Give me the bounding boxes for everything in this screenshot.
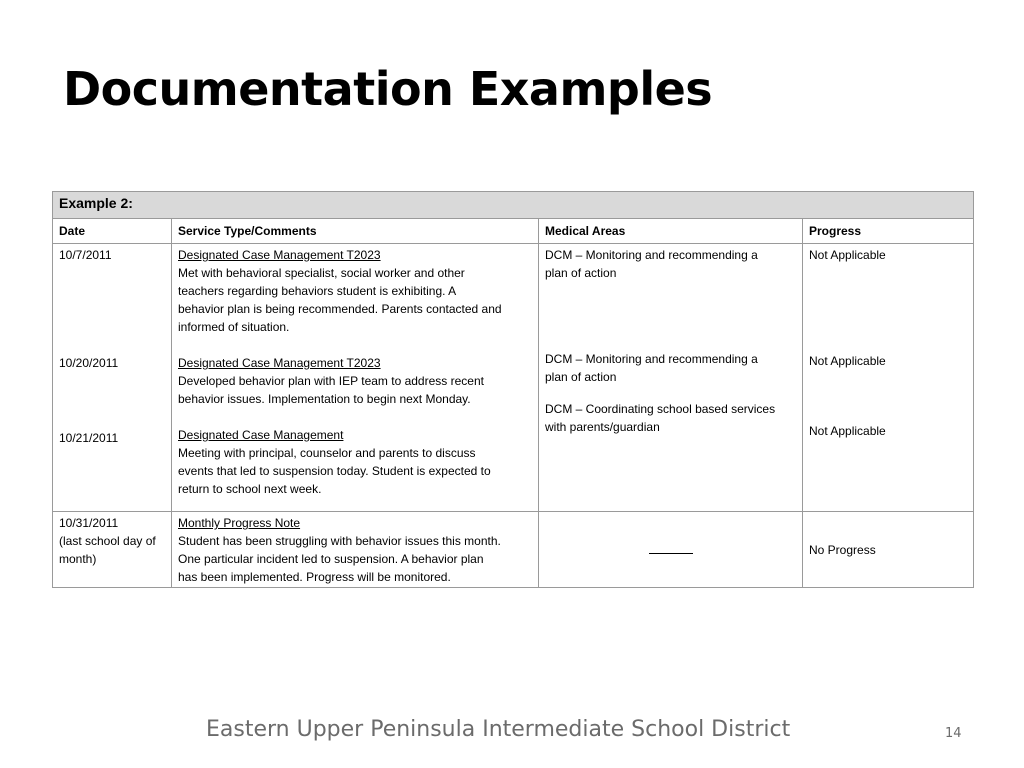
- comment-line: behavior plan is being recommended. Parents contacted and: [178, 302, 502, 316]
- example-caption-row: [53, 192, 974, 219]
- service-type: Designated Case Management: [178, 428, 344, 442]
- service-type: Designated Case Management T2023: [178, 356, 381, 370]
- header-service-type: Service Type/Comments: [172, 219, 539, 244]
- date-cell: [53, 244, 172, 512]
- entry-date: month): [59, 552, 97, 566]
- medical-line: with parents/guardian: [545, 420, 660, 434]
- service-cell: [172, 244, 539, 512]
- medical-cell: [539, 512, 803, 588]
- page-title: Documentation Examples: [63, 62, 713, 116]
- entry-date: 10/7/2011: [59, 248, 112, 262]
- entry-date: 10/20/2011: [59, 356, 119, 370]
- header-progress: Progress: [803, 219, 974, 244]
- slide-number: 14: [945, 726, 962, 741]
- service-cell: [172, 512, 539, 588]
- comment-line: Student has been struggling with behavior issues this month.: [178, 534, 501, 548]
- progress-status: No Progress: [809, 542, 876, 557]
- comment-line: has been implemented. Progress will be monitored.: [178, 570, 451, 584]
- header-date: Date: [53, 219, 172, 244]
- comment-line: teachers regarding behaviors student is exhibiting. A: [178, 284, 457, 298]
- date-cell: [53, 512, 172, 588]
- progress-status: Not Applicable: [809, 248, 886, 262]
- progress-status: Not Applicable: [809, 424, 886, 438]
- medical-line: DCM – Coordinating school based services: [545, 402, 776, 416]
- service-type: Designated Case Management T2023: [178, 248, 381, 262]
- entry-date: (last school day of: [59, 534, 156, 548]
- entry-date: 10/21/2011: [59, 431, 119, 445]
- comment-line: Met with behavioral specialist, social worker and other: [178, 266, 465, 280]
- blank-dash: [649, 543, 693, 554]
- comment-line: Developed behavior plan with IEP team to address recent: [178, 374, 484, 388]
- footer-district-name: Eastern Upper Peninsula Intermediate School District: [206, 717, 791, 742]
- progress-cell: [803, 512, 974, 588]
- comment-line: return to school next week.: [178, 482, 322, 496]
- medical-line: DCM – Monitoring and recommending a: [545, 248, 758, 262]
- medical-cell: [539, 244, 803, 512]
- header-medical-areas: Medical Areas: [539, 219, 803, 244]
- documentation-table: [52, 191, 974, 588]
- comment-line: informed of situation.: [178, 320, 290, 334]
- entry-date: 10/31/2011: [59, 516, 119, 530]
- comment-line: events that led to suspension today. Student is expected to: [178, 464, 491, 478]
- comment-line: behavior issues. Implementation to begin next Monday.: [178, 392, 471, 406]
- medical-line: DCM – Monitoring and recommending a: [545, 352, 758, 366]
- medical-line: plan of action: [545, 370, 617, 384]
- progress-cell: [803, 244, 974, 512]
- table-header-row: [53, 219, 974, 244]
- progress-status: Not Applicable: [809, 354, 886, 368]
- medical-line: plan of action: [545, 266, 617, 280]
- service-type: Monthly Progress Note: [178, 516, 301, 530]
- example-caption: Example 2:: [53, 192, 974, 219]
- table-row: [53, 512, 974, 588]
- comment-line: Meeting with principal, counselor and parents to discuss: [178, 446, 476, 460]
- table-row: [53, 244, 974, 512]
- comment-line: One particular incident led to suspension. A behavior plan: [178, 552, 484, 566]
